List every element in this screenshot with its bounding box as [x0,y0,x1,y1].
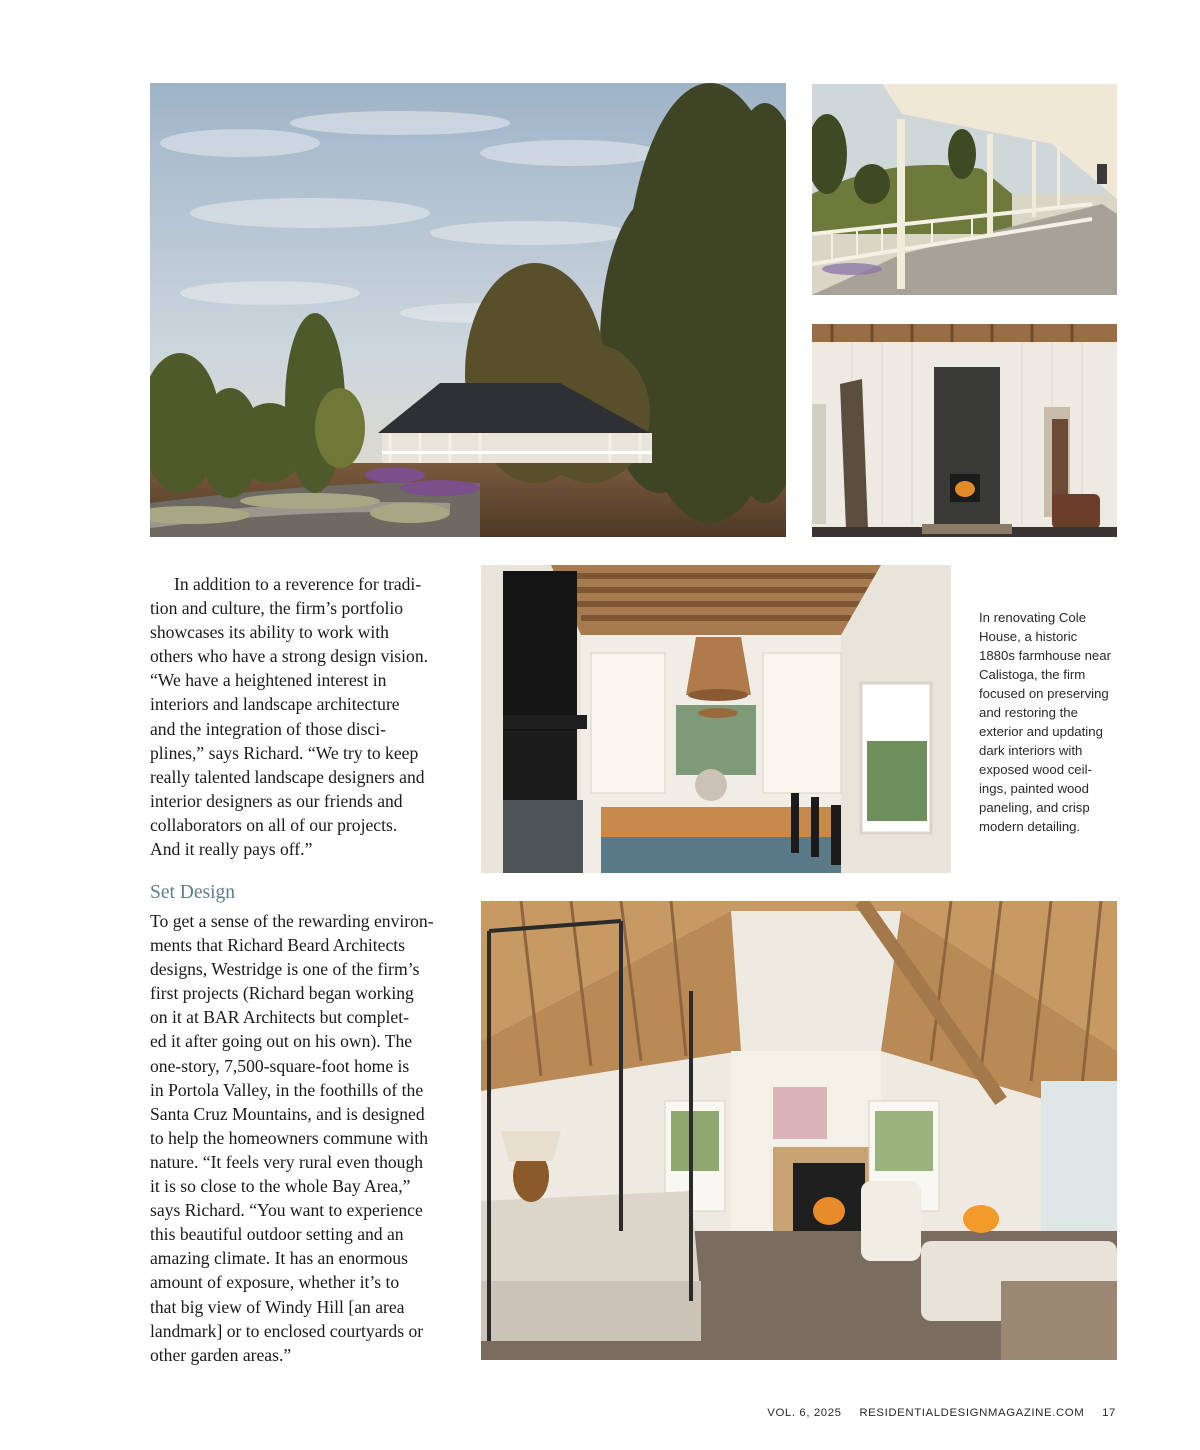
paragraph-line: plines,” says Richard. “We try to keep [150,742,419,763]
footer-website: RESIDENTIALDESIGNMAGAZINE.COM [859,1407,1085,1419]
caption-line: exterior and updating [979,724,1103,739]
caption-line: ings, painted wood [979,781,1089,796]
paragraph-line: other garden areas.” [150,1344,292,1365]
article-paragraph-2 [150,909,452,1367]
paragraph-line: on it at BAR Architects but complet- [150,1007,409,1028]
paragraph-line: it is so close to the whole Bay Area,” [150,1176,411,1197]
paragraph-line: And it really pays off.” [150,839,313,860]
paragraph-line: amazing climate. It has an enormous [150,1248,408,1269]
paragraph-line: others who have a strong design vision. [150,646,429,667]
paragraph-line: that big view of Windy Hill [an area [150,1296,405,1317]
paragraph-line: designs, Westridge is one of the firm’s [150,959,420,980]
living-room-photo [812,324,1117,537]
page-footer [767,1407,1116,1419]
paragraph-line: showcases its ability to work with [150,622,389,643]
caption-line: 1880s farmhouse near [979,648,1111,663]
section-subhead: Set Design [150,882,236,903]
article-paragraph-1 [150,572,452,861]
footer-volume: VOL. 6, 2025 [767,1407,842,1419]
bedroom-photo [481,901,1117,1360]
kitchen-photo [481,565,951,873]
photo-caption [979,608,1119,836]
paragraph-line: In addition to a reverence for tradi- [174,574,422,594]
paragraph-line: one-story, 7,500-square-foot home is [150,1055,410,1076]
caption-line: dark interiors with [979,743,1083,758]
paragraph-line: “We have a heightened interest in [150,670,387,691]
paragraph-line: interior designers as our friends and [150,790,403,811]
caption-line: paneling, and crisp [979,800,1090,815]
caption-line: focused on preserving [979,686,1109,701]
paragraph-line: interiors and landscape architecture [150,694,400,715]
paragraph-line: really talented landscape designers and [150,766,425,787]
paragraph-line: in Portola Valley, in the foothills of the [150,1079,424,1100]
exterior-photo [150,83,786,537]
paragraph-line: this beautiful outdoor setting and an [150,1224,404,1245]
paragraph-line: ments that Richard Beard Architects [150,935,406,956]
caption-line: In renovating Cole [979,610,1087,625]
caption-line: modern detailing. [979,819,1081,834]
paragraph-line: landmark] or to enclosed courtyards or [150,1320,424,1341]
paragraph-line: tion and culture, the firm’s portfolio [150,598,404,619]
paragraph-line: amount of exposure, whether it’s to [150,1272,400,1293]
porch-photo [812,84,1117,295]
paragraph-line: collaborators on all of our projects. [150,814,398,835]
paragraph-line: Santa Cruz Mountains, and is designed [150,1103,425,1124]
caption-line: and restoring the [979,705,1078,720]
paragraph-line: nature. “It feels very rural even though [150,1151,424,1172]
paragraph-line: ed it after going out on his own). The [150,1031,413,1052]
caption-line: Calistoga, the firm [979,667,1086,682]
caption-line: exposed wood ceil- [979,762,1092,777]
page-number: 17 [1102,1407,1116,1419]
paragraph-line: and the integration of those disci- [150,718,386,739]
paragraph-line: To get a sense of the rewarding environ- [150,911,434,931]
paragraph-line: first projects (Richard began working [150,983,414,1004]
paragraph-line: to help the homeowners commune with [150,1127,429,1148]
paragraph-line: says Richard. “You want to experience [150,1200,423,1221]
caption-line: House, a historic [979,629,1078,644]
